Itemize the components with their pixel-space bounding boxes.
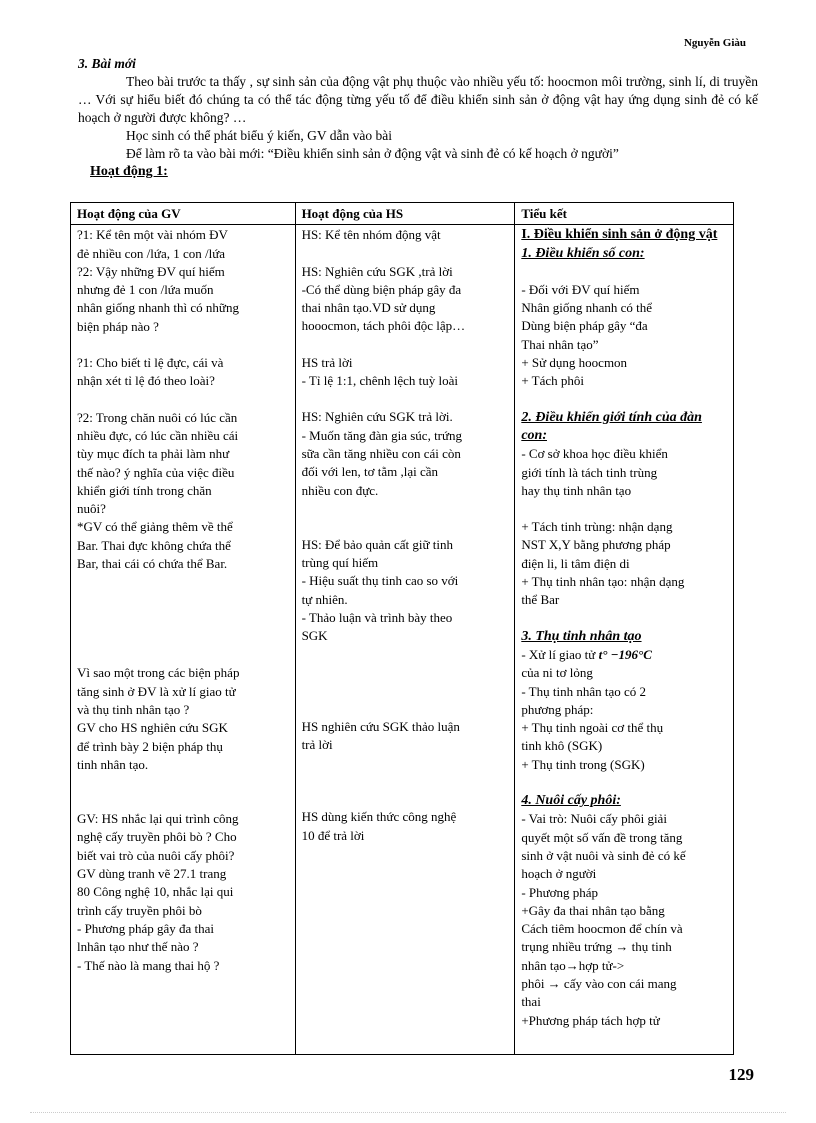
intro-paragraph-2: Học sinh có thể phát biểu ý kiến, GV dẫn vào bài (126, 128, 392, 143)
page-number: 129 (728, 1065, 754, 1084)
header-gv: Hoạt động của GV (71, 203, 296, 225)
temperature-formula: t° −196°C (598, 646, 652, 662)
summary-column (515, 225, 734, 1055)
summary-text-3-prefix: - Xử lí giao tử (521, 646, 599, 662)
summary-line-3 (521, 646, 727, 664)
gv-column (71, 225, 296, 1055)
intro-section (78, 55, 758, 163)
summary-text-1: - Đối với ĐV quí hiếm Nhân giống nhanh có thể Dùng biện pháp gây “đa Thai nhân tạo” + Sử dụng hoocmon + Tách phôi (521, 281, 653, 389)
section-title: 3. Bài mới (78, 56, 136, 71)
summary-text-2a: - Cơ sở khoa học điều khiển giới tính là tách tinh trùng hay thụ tinh nhân tạo (521, 446, 668, 498)
hs-column (295, 225, 515, 1055)
hs-answer-b3: HS: Để bảo quản cất giữ tinh trùng quí hiếm - Hiệu suất thụ tinh cao so với tự nhiên. - Thảo luận và trình bày theo SGK (301, 536, 459, 644)
summary-subtitle-3: 3. Thụ tinh nhân tạo (521, 628, 642, 644)
summary-text-2b: + Tách tinh trùng: nhận dạng NST X,Y bằng phương pháp điện li, li tâm điện di + Thụ tinh nhân tạo: nhận dạng thể Bar (521, 519, 685, 608)
summary-subtitle-4: 4. Nuôi cấy phôi: (521, 793, 621, 809)
hs-answer-c1: HS nghiên cứu SGK thảo luận trả lời (301, 718, 460, 752)
summary-subtitle-2: 2. Điều khiển giới tính của đàn con: (521, 409, 702, 443)
hs-answer-a2: HS: Nghiên cứu SGK ,trả lời -Có thể dùng biện pháp gây đa thai nhân tạo.VD sử dụng hooocmon, tách phôi độc lập… (301, 263, 466, 334)
summary-text-4: - Vai trò: Nuôi cấy phôi giải quyết một số vấn đề trong tăng sinh ở vật nuôi và sinh đẻ có kế hoạch ở người - Phương pháp +Gây đa thai nhân tạo bằng Cách tiêm hoocmon để chín và trụng nhiều trứng → thụ tinh nhân tạo→hợp tử-> phôi → cấy vào con cái mang thai +Phương pháp tách hợp tử (521, 811, 686, 1028)
author-name: Nguyễn Giàu (683, 37, 746, 49)
footer-divider (30, 1112, 786, 1113)
gv-question-a1: ?1: Kể tên một vài nhóm ĐV đẻ nhiều con /lứa, 1 con /lứa (77, 227, 228, 261)
gv-question-b1: ?1: Cho biết tỉ lệ đực, cái và nhận xét tỉ lệ đó theo loài? (77, 355, 224, 389)
intro-paragraph-1: Theo bài trước ta thấy , sự sinh sản của động vật phụ thuộc vào nhiều yếu tố: hoocmon môi trường, sinh lí, di truyền … Với sự hiểu biết đó chúng ta có thể tác động từng yếu tố để điều khiển sinh sản ở động vật hay ứng dụng sinh đẻ có kế hoạch ở người được không? … (78, 74, 758, 125)
intro-paragraph-3: Để làm rõ ta vào bài mới: “Điều khiển sinh sản ở động vật và sinh đẻ có kế hoạch ở người” (126, 146, 619, 161)
summary-heading: I. Điều khiển sinh sản ở động vật (521, 227, 718, 243)
gv-question-b2: ?2: Trong chăn nuôi có lúc cần nhiều đực, có lúc cần nhiều cái tùy mục đích ta phải làm như thế nào? ý nghĩa của việc điều khiển giới tính trong chăn nuôi? *GV có thể giảng thêm về thể Bar. Thai đực không chứa thể Bar, thai cái có chứa thể Bar. (77, 409, 239, 572)
hs-answer-b2: HS: Nghiên cứu SGK trả lời. - Muốn tăng đàn gia súc, trứng sữa cần tăng nhiều con cái còn đối với len, tơ tằm ,lại cần nhiều con đực. (301, 409, 463, 498)
summary-text-3: của ni tơ lỏng - Thụ tinh nhân tạo có 2 phương pháp: + Thụ tinh ngoài cơ thể thụ tinh khô (SGK) + Thụ tinh trong (SGK) (521, 665, 664, 772)
table-header-row (71, 203, 734, 225)
gv-question-d1: GV: HS nhắc lại qui trình công nghệ cấy truyền phôi bò ? Cho biết vai trò của nuôi cấy phôi? GV dùng tranh vẽ 27.1 trang 80 Công nghệ 10, nhắc lại qui trình cấy truyền phôi bò - Phương pháp gây đa thai lnhân tạo như thế nào ? - Thế nào là mang thai hộ ? (77, 811, 239, 973)
lesson-table (70, 202, 734, 1055)
gv-question-a2: ?2: Vậy những ĐV quí hiếm nhưng đẻ 1 con /lứa muốn nhân giống nhanh thì có những biện pháp nào ? (77, 263, 239, 334)
hs-answer-a1: HS: Kể tên nhóm động vật (301, 227, 441, 243)
hs-answer-b1: HS trả lời - Tỉ lệ 1:1, chênh lệch tuỳ loài (301, 354, 459, 389)
activity-title: Hoạt động 1: (90, 164, 168, 179)
table-row (71, 225, 734, 1055)
summary-subtitle-1: 1. Điều khiển số con: (521, 245, 645, 261)
header-summary: Tiểu kết (515, 203, 734, 225)
hs-answer-d1: HS dùng kiến thức công nghệ 10 để trả lời (301, 809, 457, 843)
gv-question-c1: Vì sao một trong các biện pháp tăng sinh ở ĐV là xử lí giao tử và thụ tinh nhân tạo ? GV cho HS nghiên cứu SGK để trình bày 2 biện pháp thụ tinh nhân tạo. (77, 665, 240, 772)
header-hs: Hoạt động của HS (295, 203, 515, 225)
